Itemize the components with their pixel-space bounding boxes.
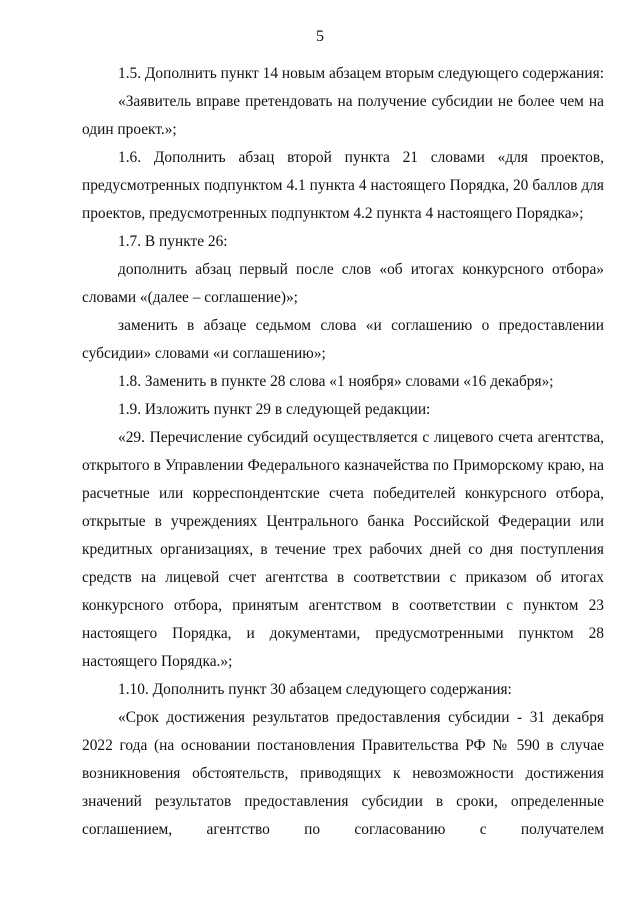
paragraph-1-7-a: дополнить абзац первый после слов «об итогах конкурсного отбора» словами «(далее – соглашение)»; xyxy=(82,261,604,306)
page-number: 5 xyxy=(316,28,324,45)
paragraph-1-7-b: заменить в абзаце седьмом слова «и соглашению о предоставлении субсидии» словами «и соглашению»; xyxy=(82,317,604,362)
paragraph-1-5-quote: «Заявитель вправе претендовать на получение субсидии не более чем на один проект.»; xyxy=(82,93,604,138)
paragraph-1-7: 1.7. В пункте 26: xyxy=(118,233,228,250)
paragraph-1-8: 1.8. Заменить в пункте 28 слова «1 ноября» словами «16 декабря»; xyxy=(118,373,554,390)
document-body xyxy=(82,60,604,844)
paragraph-1-10-quote: «Срок достижения результатов предоставления субсидии - 31 декабря 2022 года (на основании постановления Правительства РФ № 590 в случае возникновения обстоятельств, приводящих к невозможности достижения значений результатов предоставления субсидии в сроки, определенные соглашением, агентство по согласованию с получателем xyxy=(82,709,604,838)
paragraph-1-6: 1.6. Дополнить абзац второй пункта 21 словами «для проектов, предусмотренных подпунктом 4.1 пункта 4 настоящего Порядка, 20 баллов для проектов, предусмотренных подпунктом 4.2 пункта 4 настоящего Порядка»; xyxy=(82,149,604,222)
paragraph-1-9: 1.9. Изложить пункт 29 в следующей редакции: xyxy=(118,401,431,418)
paragraph-1-5: 1.5. Дополнить пункт 14 новым абзацем вторым следующего содержания: xyxy=(118,65,604,82)
paragraph-1-10: 1.10. Дополнить пункт 30 абзацем следующего содержания: xyxy=(118,681,512,698)
paragraph-29-text: «29. Перечисление субсидий осуществляется с лицевого счета агентства, открытого в Управлении Федерального казначейства по Приморскому краю, на расчетные или корреспондентские счета победителей конкурсного отбора, открытые в учреждениях Центрального банка Российской Федерации или кредитных организациях, в течение трех рабочих дней со дня поступления средств на лицевой счет агентства в соответствии с приказом об итогах конкурсного отбора, принятым агентством в соответствии с пунктом 23 настоящего Порядка, и документами, предусмотренными пунктом 28 настоящего Порядка.»; xyxy=(82,429,604,670)
